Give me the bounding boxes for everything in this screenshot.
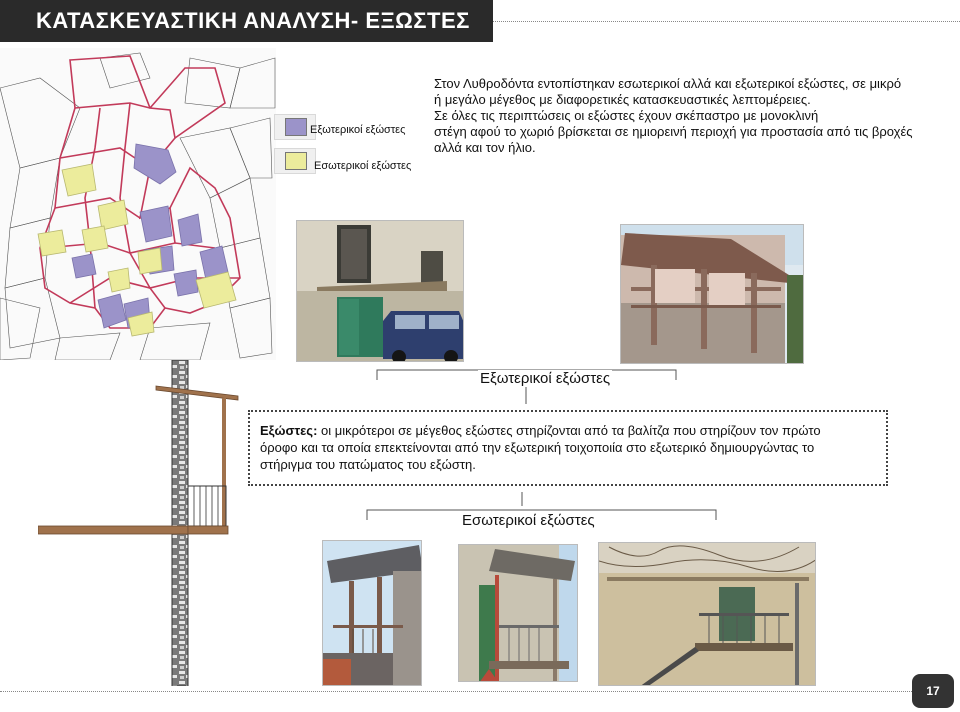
- interior-caption: Εσωτερικοί εξώστες: [462, 512, 595, 529]
- interior-balcony-photo-3: [598, 542, 816, 686]
- map-legend: [274, 108, 422, 186]
- map-drawing: [0, 48, 276, 360]
- exterior-balcony-photo-2: [620, 224, 804, 364]
- description-term: Εξώστες:: [260, 423, 318, 438]
- section-drawing-svg: [38, 360, 244, 686]
- interior-photo-1-drawing: [323, 541, 422, 686]
- description-line-1: [260, 422, 876, 439]
- cadastral-map: [0, 48, 276, 360]
- balcony-section-drawing: [38, 360, 244, 686]
- intro-line: αλλά και τον ήλιο.: [434, 140, 536, 155]
- interior-photo-3-drawing: [599, 543, 816, 686]
- description-box: [248, 410, 888, 486]
- legend-exterior-label: Εξωτερικοί εξώστες: [310, 124, 406, 136]
- exterior-caption: Εξωτερικοί εξώστες: [480, 370, 611, 387]
- exterior-balcony-photo-1: [296, 220, 464, 362]
- description-line-3: στήριγμα του πατώματος του εξώστη.: [260, 457, 476, 472]
- interior-photo-2-drawing: [459, 545, 578, 682]
- intro-line: στέγη αφού το χωριό βρίσκεται σε ημιορεινή περιοχή για προστασία από τις βροχές: [434, 124, 913, 139]
- page-title: ΚΑΤΑΣΚΕΥΑΣΤΙΚΗ ΑΝΑΛΥΣΗ- ΕΞΩΣΤΕΣ: [36, 8, 470, 33]
- legend-interior-box: [274, 148, 316, 174]
- interior-balcony-photo-2: [458, 544, 578, 682]
- title-bar: [0, 0, 493, 42]
- exterior-photo-2-drawing: [621, 225, 804, 364]
- legend-interior-label: Εσωτερικοί εξώστες: [314, 160, 412, 172]
- title-divider: [493, 21, 960, 22]
- intro-line: ή μεγάλο μέγεθος με διαφορετικές κατασκευαστικές λεπτομέρειες.: [434, 92, 811, 107]
- description-line-2: όροφο και τα οποία επεκτείνονται από την εξωτερική τοιχοποιία στο εξωτερικό δημιουργώντας το: [260, 440, 815, 455]
- page-number: 17: [912, 674, 954, 708]
- intro-line: Στον Λυθροδόντα εντοπίστηκαν εσωτερικοί αλλά και εξωτερικοί εξώστες, σε μικρό: [434, 76, 902, 91]
- exterior-photo-1-drawing: [297, 221, 464, 362]
- footer-divider: [0, 691, 912, 692]
- description-text: οι μικρότεροι σε μέγεθος εξώστες στηρίζονται από τα βαλίτζα που στηρίζουν τον πρώτο: [317, 423, 821, 438]
- legend-interior-swatch: [285, 152, 307, 170]
- legend-exterior-swatch: [285, 118, 307, 136]
- intro-line: Σε όλες τις περιπτώσεις οι εξώστες έχουν σκέπαστρο με μονοκλινή: [434, 108, 819, 123]
- interior-balcony-photo-1: [322, 540, 422, 686]
- intro-text: [434, 76, 960, 156]
